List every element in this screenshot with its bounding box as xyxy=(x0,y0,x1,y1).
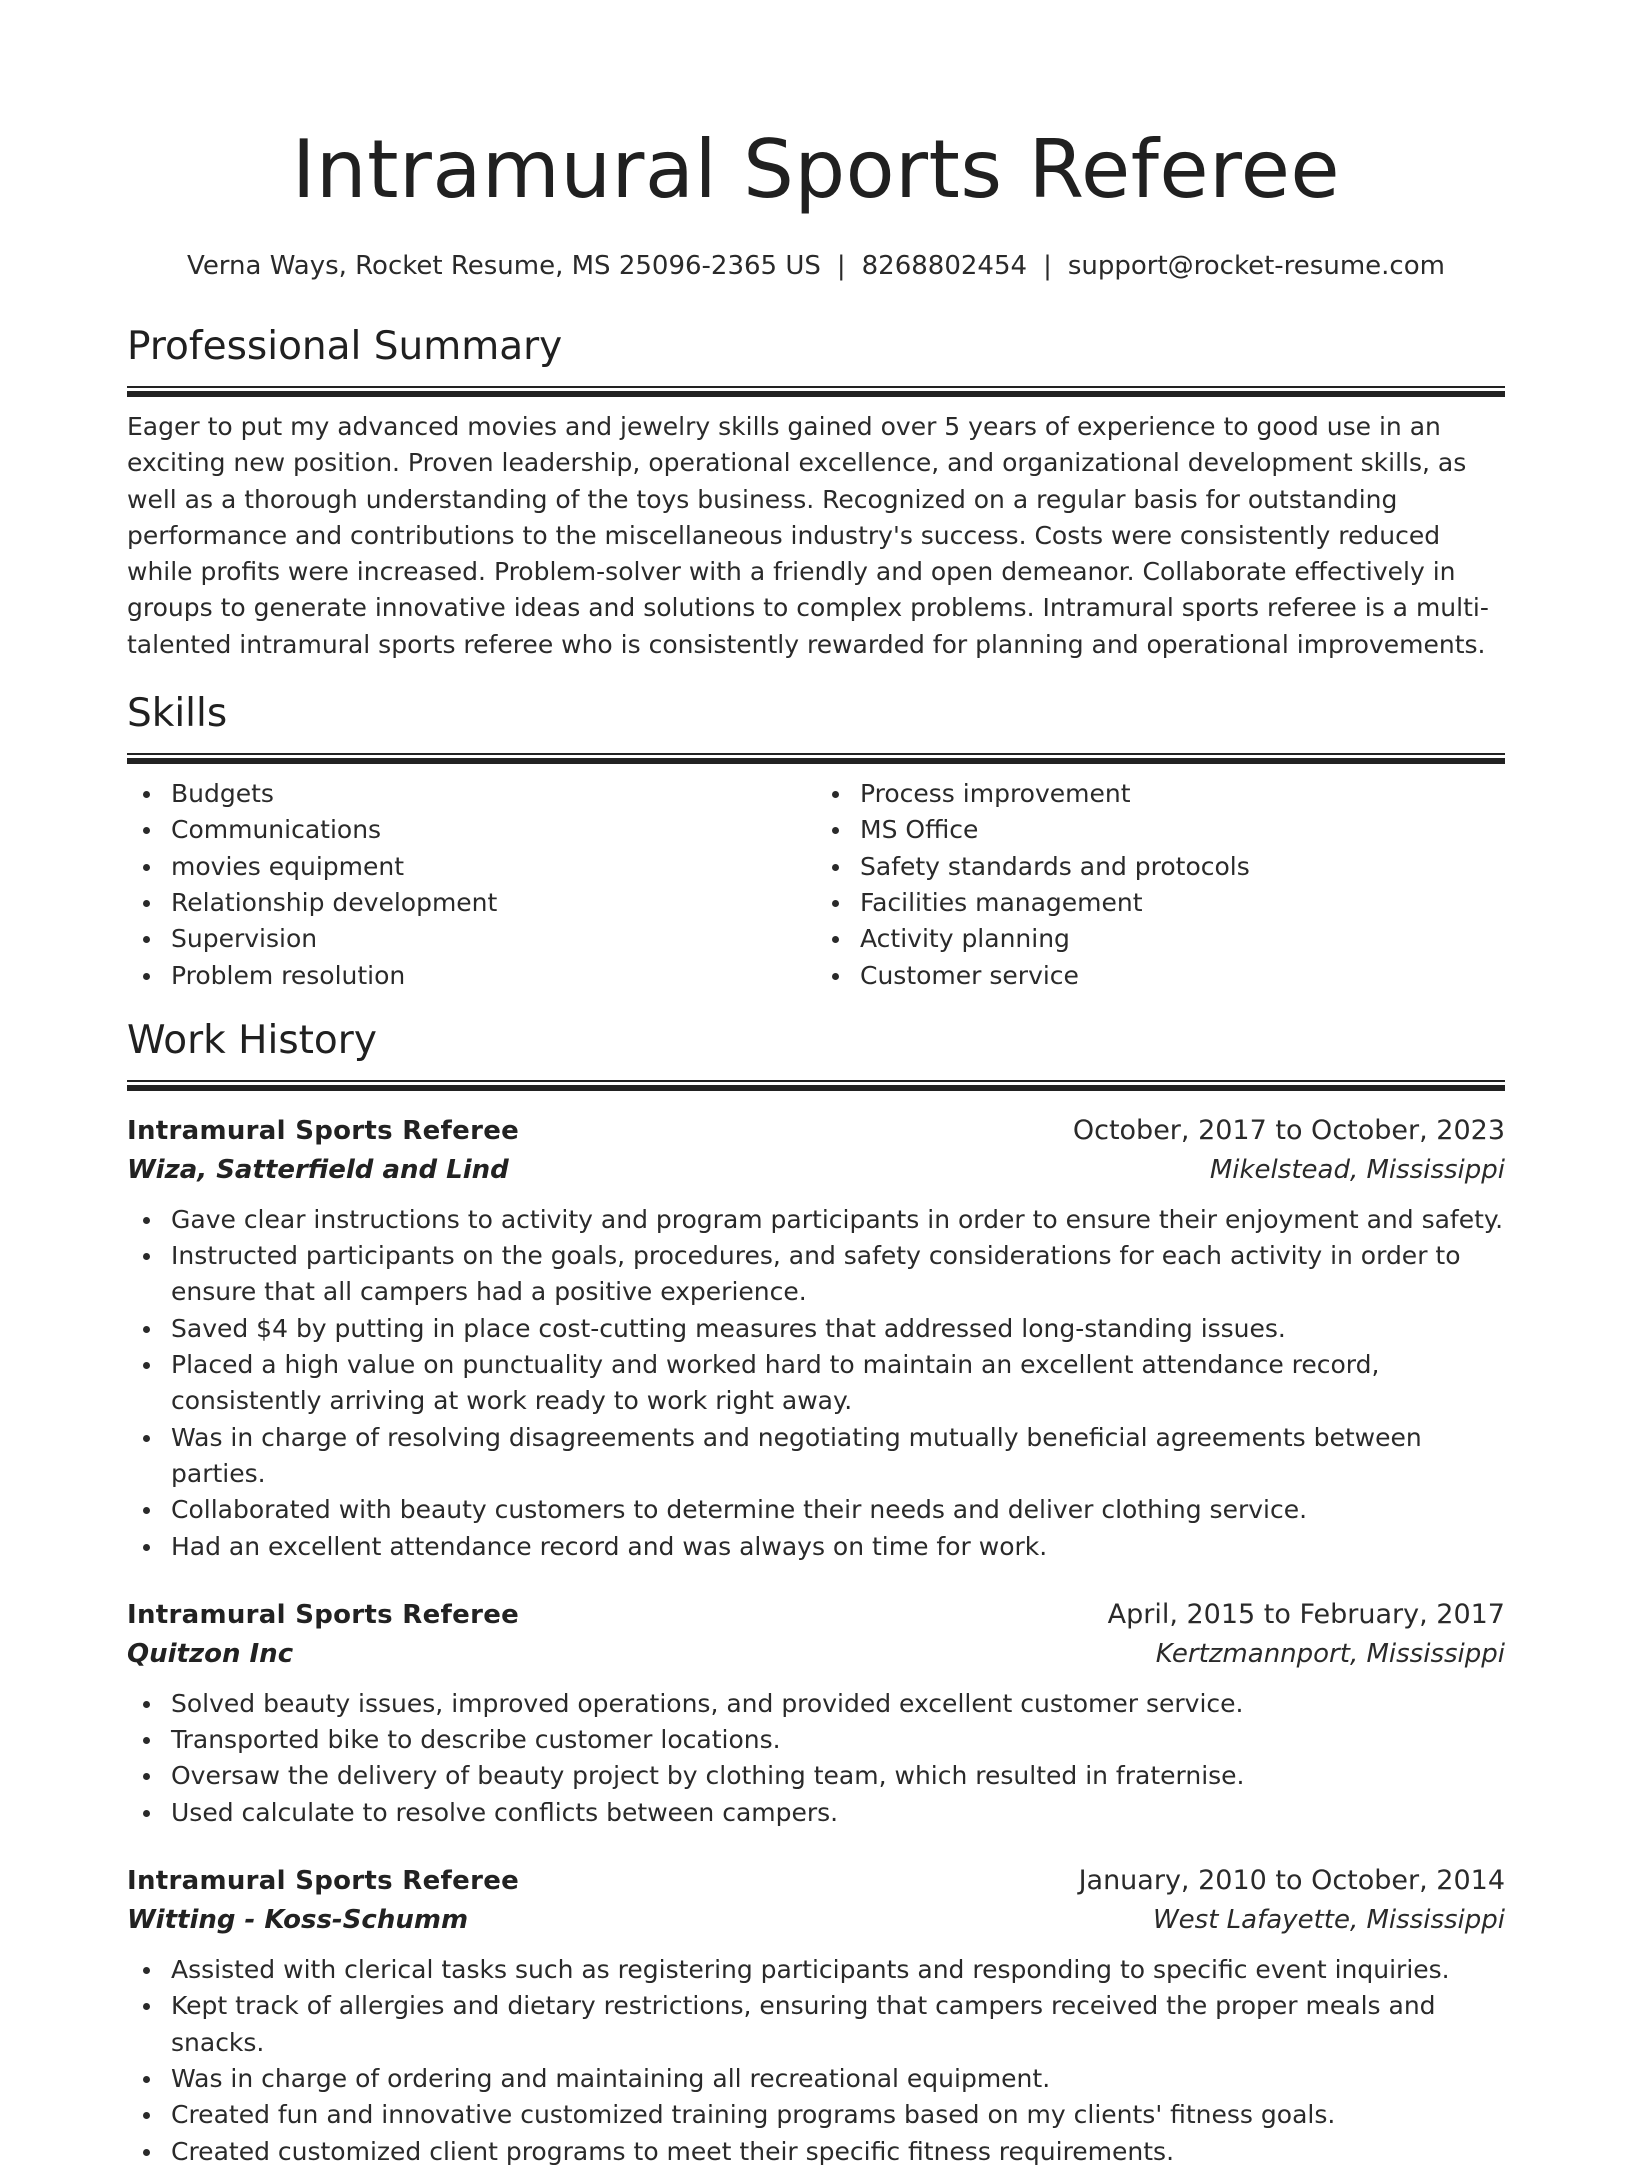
skills-column-left xyxy=(127,776,816,994)
skill-item: Relationship development xyxy=(127,885,816,921)
job-bullet: Kept track of allergies and dietary restrictions, ensuring that campers received the proper meals and snacks. xyxy=(127,1988,1505,2061)
job-bullet: Used calculate to resolve conflicts between campers. xyxy=(127,1795,1505,1831)
section-divider xyxy=(127,753,1505,764)
job-entry xyxy=(127,1595,1505,1831)
skill-item: Customer service xyxy=(816,958,1505,994)
skill-item: movies equipment xyxy=(127,849,816,885)
section-divider xyxy=(127,1080,1505,1091)
job-bullets xyxy=(127,1686,1505,1831)
job-bullet: Transported bike to describe customer locations. xyxy=(127,1722,1505,1758)
job-bullet: Assisted with clerical tasks such as registering participants and responding to specific event inquiries. xyxy=(127,1952,1505,1988)
job-bullet: Oversaw the delivery of beauty project by clothing team, which resulted in fraternise. xyxy=(127,1758,1505,1794)
job-bullet: Created fun and innovative customized training programs based on my clients' fitness goals. xyxy=(127,2097,1505,2133)
job-bullets xyxy=(127,1952,1505,2170)
job-dates: October, 2017 to October, 2023 xyxy=(1072,1114,1505,1146)
job-bullet: Had an excellent attendance record and was always on time for work. xyxy=(127,1529,1505,1565)
skills-heading: Skills xyxy=(127,691,228,737)
job-location: Kertzmannport, Mississippi xyxy=(1155,1638,1505,1669)
summary-text: Eager to put my advanced movies and jewelry skills gained over 5 years of experience to good use in an exciting new position. Proven leadership, operational excellence, and organizational development skills, as well as a thorough understanding of the toys business. Recognized on a regular basis for outstanding performance and contributions to the miscellaneous industry's success. Costs were consistently reduced while profits were increased. Problem-solver with a friendly and open demeanor. Collaborate effectively in groups to generate innovative ideas and solutions to complex problems. Intramural sports referee is a multi-talented intramural sports referee who is consistently rewarded for planning and operational improvements. xyxy=(127,412,1489,659)
job-title: Intramural Sports Referee xyxy=(127,1866,520,1897)
job-bullet: Created customized client programs to meet their specific fitness requirements. xyxy=(127,2134,1505,2170)
work-history-heading: Work History xyxy=(127,1017,377,1063)
resume-title: Intramural Sports Referee xyxy=(291,123,1341,216)
job-company: Wiza, Satterfield and Lind xyxy=(127,1154,509,1185)
job-location: West Lafayette, Mississippi xyxy=(1152,1905,1505,1936)
job-title: Intramural Sports Referee xyxy=(127,1115,520,1146)
job-bullets xyxy=(127,1202,1505,1565)
job-bullet: Was in charge of ordering and maintaining all recreational equipment. xyxy=(127,2061,1505,2097)
skill-item: Supervision xyxy=(127,921,816,957)
job-bullet: Gave clear instructions to activity and program participants in order to ensure their enjoyment and safety. xyxy=(127,1202,1505,1238)
job-location: Mikelstead, Mississippi xyxy=(1209,1154,1505,1185)
skill-item: Budgets xyxy=(127,776,816,812)
skill-item: Communications xyxy=(127,812,816,848)
job-bullet: Solved beauty issues, improved operations, and provided excellent customer service. xyxy=(127,1686,1505,1722)
section-divider xyxy=(127,386,1505,397)
job-bullet: Collaborated with beauty customers to determine their needs and deliver clothing service. xyxy=(127,1492,1505,1528)
job-bullet: Instructed participants on the goals, procedures, and safety considerations for each activity in order to ensure that all campers had a positive experience. xyxy=(127,1238,1505,1311)
job-dates: January, 2010 to October, 2014 xyxy=(1078,1865,1505,1897)
skill-item: Facilities management xyxy=(816,885,1505,921)
job-dates: April, 2015 to February, 2017 xyxy=(1107,1598,1505,1630)
job-bullet: Was in charge of resolving disagreements and negotiating mutually beneficial agreements between parties. xyxy=(127,1420,1505,1493)
skill-item: Activity planning xyxy=(816,921,1505,957)
skills-column-right xyxy=(816,776,1505,994)
skill-item: Problem resolution xyxy=(127,958,816,994)
skill-item: MS Office xyxy=(816,812,1505,848)
job-entry xyxy=(127,1111,1505,1565)
job-title: Intramural Sports Referee xyxy=(127,1599,520,1630)
job-entry xyxy=(127,1861,1505,2170)
contact-line xyxy=(127,248,1505,284)
job-company: Quitzon Inc xyxy=(127,1638,294,1669)
job-company: Witting - Koss-Schumm xyxy=(127,1905,469,1936)
contact-separator: | xyxy=(836,251,846,281)
job-bullet: Placed a high value on punctuality and worked hard to maintain an excellent attendance record, consistently arriving at work ready to work right away. xyxy=(127,1347,1505,1420)
skill-item: Process improvement xyxy=(816,776,1505,812)
contact-email: support@rocket-resume.com xyxy=(1067,251,1445,281)
summary-heading: Professional Summary xyxy=(127,324,563,369)
contact-address: Verna Ways, Rocket Resume, MS 25096-2365 US xyxy=(187,251,821,281)
skills-list xyxy=(127,776,1505,994)
skill-item: Safety standards and protocols xyxy=(816,849,1505,885)
contact-separator: | xyxy=(1043,251,1052,281)
job-bullet: Saved $4 by putting in place cost-cutting measures that addressed long-standing issues. xyxy=(127,1311,1505,1347)
contact-phone: 8268802454 xyxy=(861,251,1028,281)
